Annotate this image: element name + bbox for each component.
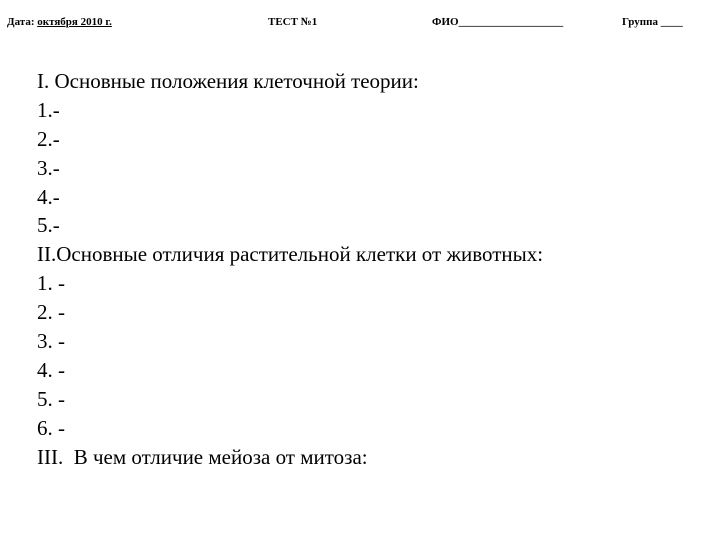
date-field xyxy=(7,16,112,29)
section-2-item-3: 3. - xyxy=(37,329,65,354)
section-1-item-4: 4.- xyxy=(37,184,60,209)
section-2-item-2: 2. - xyxy=(37,300,65,325)
date-label: Дата: xyxy=(7,16,35,28)
fio-label: ФИО xyxy=(432,16,459,28)
fio-blank: ___________________ xyxy=(458,16,564,28)
fio-field xyxy=(432,16,563,29)
section-2-item-5: 5. - xyxy=(37,386,65,411)
section-1-item-2: 2.- xyxy=(37,126,60,151)
section-1-item-1: 1.- xyxy=(37,97,60,122)
group-blank: ____ xyxy=(660,16,683,28)
section-3-title: III. В чем отличие мейоза от митоза: xyxy=(37,444,368,469)
test-title: ТЕСТ №1 xyxy=(268,16,318,28)
group-field xyxy=(622,16,683,29)
section-1-item-5: 5.- xyxy=(37,213,60,238)
section-2-item-4: 4. - xyxy=(37,357,65,382)
test-content xyxy=(37,67,543,471)
section-1-item-3: 3.- xyxy=(37,155,60,180)
section-2-title: II.Основные отличия растительной клетки от животных: xyxy=(37,242,544,267)
group-label: Группа xyxy=(622,16,658,28)
section-1-title: I. Основные положения клеточной теории: xyxy=(37,69,419,93)
section-2-item-1: 1. - xyxy=(37,271,65,296)
section-2-item-6: 6. - xyxy=(37,415,65,440)
date-value: октября 2010 г. xyxy=(37,16,112,28)
